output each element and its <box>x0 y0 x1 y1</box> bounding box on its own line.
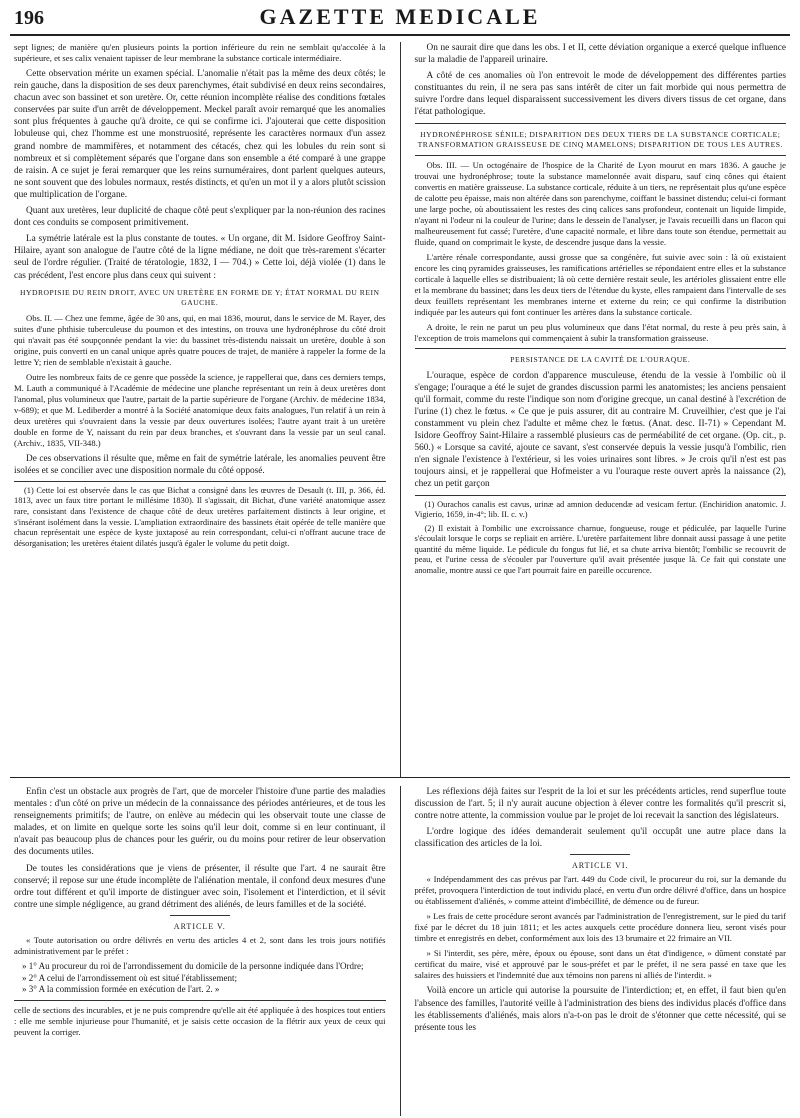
quoted-paragraph: » Les frais de cette procédure seront avancés par l'administration de l'enregistrement, sur le pied du tarif fixé par le décret du 18 juin 1811; et les actes auxquels cette procédure donnera lieu, seront visés pour timbre et enregistrés en debet, conformément aux lois des 13 brumaire et 22 frimaire an VII. <box>414 911 786 944</box>
paragraph: celle de sections des incurables, et je ne puis comprendre qu'elle ait été appliquée à des hospices tout entiers : elle me semble injurieuse pour l'humanité, et je saisis cette occasion de la flétrir aux yeux de ceux qui peuvent la corriger. <box>14 1004 386 1037</box>
paragraph: A droite, le rein ne parut un peu plus volumineux que dans l'état normal, du reste à peu près sain, à l'exception de trois mamelons qui commençaient à subir la transformation graisseuse. <box>414 321 786 343</box>
section-heading: PERSISTANCE DE LA CAVITÉ DE L'OURAQUE. <box>510 354 691 364</box>
section-heading: HYDROPISIE DU REIN DROIT, AVEC UN URETÈRE EN FORME DE Y; ÉTAT NORMAL DU REIN GAUCHE. <box>20 287 380 307</box>
bottom-section <box>10 786 790 1116</box>
paragraph: Les réflexions déjà faites sur l'esprit de la loi et sur les précédents articles, rend superflue toute discussion de l'art. 5; il n'y aurait aucune objection à élever contre les formalités qu'il prescrit si, contre notre attente, la commission voulue par le projet de loi recevait la sanction des législateurs. <box>414 787 786 822</box>
footnote: (1) Cette loi est observée dans le cas que Bichat a consigné dans les œuvres de Desault (t. III, p. 366, éd. 1813, avec un faux titre portant le millésime 1830). Il s'agissait, dit Bichat, d'une variété anatomique assez rare, consistant dans l'existence de chaque côté de deux uretères parfaitement distincts à leur origine, et s'insérant isolément dans la vessie. L'ampliation extraordinaire des bassinets était opérée de telle manière que chacun représentait une espèce de kyste juxtaposé au rein correspondant, celui-ci n'offrant aucune trace de désorganisation; les uretères étaient dilatés jusqu'à égaler le volume du petit doigt. <box>14 485 386 548</box>
bottom-left-column <box>14 786 386 1116</box>
paragraph: Outre les nombreux faits de ce genre que possède la science, je rappellerai que, dans ces derniers temps, M. Lauth a communiqué à l'Académie de médecine une planche représentant un rein à deux uretères dont l'anomal, plus volumineux que l'autre, partait de la partie supérieure de l'organe (Archiv. de médecine 1834, v-689); et que M. Lediberder a montré à la Société anatomique deux faits analogues, l'un relatif à un rein à deux uretères qui s'ouvraient dans la vessie par deux ouvertures isolées; l'autre ayant trait à un uretère double en forme de Y, naissant du rein par deux branches, et s'ouvrant dans la vessie par un seul canal. (Archiv., 1835, VII-348.) <box>14 371 386 448</box>
paragraph: La symétrie latérale est la plus constante de toutes. « Un organe, dit M. Isidore Geoffroy Saint-Hilaire, ayant son analogue de l'autre côté de la ligne médiane, ne doit que très-rarement s'écarter seul de l'ordre régulier. (Traité de tératologie, 1832, I — 704.) » Cette loi, déjà violée (1) dans le cas précédent, l'est encore plus dans ceux qui suivent : <box>14 234 386 281</box>
section-divider <box>415 155 787 156</box>
paragraph: De toutes les considérations que je viens de présenter, il résulte que l'art. 4 ne saurait être conservé; il repose sur une étude incomplète de l'aliénation mentale, il confond deux mesures d'une ordre tout différent et qu'il importe de distinguer avec soin, l'isolement et l'interdiction, et il sévit contre une simple négligence, au grand détriment des aliénés, de leurs familles et de la société. <box>14 863 386 910</box>
top-left-column <box>14 42 386 777</box>
divider <box>570 854 630 855</box>
paragraph: Enfin c'est un obstacle aux progrès de l'art, que de morceler l'histoire d'une partie des maladies mentales : d'un côté on prive un médecin de la connaissance des périodes antérieures, et de tous les renseignements primitifs; de l'autre, on enlève au médecin qui les observait toute une classe de malades, et on limite en quelque sorte les soins qu'il leur doit, comme si en leur continuant, il n'avait pas beaucoup plus de chances pour les guérir, ou du moins pour retirer de leur observation des documents utiles. <box>14 787 386 858</box>
page-number: 196 <box>14 7 44 29</box>
section-divider <box>415 348 787 349</box>
observation-paragraph: Obs. II. — Chez une femme, âgée de 30 ans, qui, en mai 1836, mourut, dans le service de M. Rayer, des suites d'une phthisie tuberculeuse du poumon et des intestins, on trouva une hydronéphrose du côté droit qui n'avait pas été soupçonnée pendant la vie: du bassinet très-distendu naissait un uretère, double à son origine, puis converti en un canal unique après quatre pouces de trajet, de manière à rappeler la forme de la lettre Y; rien de semblable n'existait à gauche. <box>14 312 386 367</box>
footnote: (1) Ourachos canalis est cavus, urinæ ad amnion deducendæ ad vesicam fertur. (Enchiridion anatomic. J. Vigierio, 1659, in-4°; lib. II. c. v.) <box>414 499 786 520</box>
quoted-line: » 2° A celui de l'arrondissement où est situé l'établissement; <box>22 972 238 983</box>
divider <box>14 1000 386 1001</box>
column-divider <box>400 786 401 1116</box>
paragraph: Quant aux uretères, leur duplicité de chaque côté peut s'expliquer par la non-réunion des racines dont ces conduits se composent primitivement. <box>14 206 386 229</box>
bottom-right-column <box>415 786 787 1116</box>
paragraph: A côté de ces anomalies où l'on entrevoit le mode de développement des différentes parties constituantes du rein, il ne sera pas sans intérêt de citer un fait morbide qui nous permettra de suivre l'ordre dans lequel disparaissent successivement les divers divers tissus de cet organe, dans l'état pathologique. <box>414 71 786 118</box>
quoted-line: » 1° Au procureur du roi de l'arrondissement du domicile de la personne indiquée dans l'Ordre; <box>22 960 364 971</box>
paragraph: L'artère rénale correspondante, aussi grosse que sa congénère, fut suivie avec soin : là où existaient encore les cinq pyramides graisseuses, les ramifications artérielles se répondaient entre elles et la substance corticale à laquelle elles se distribuaient; là où cette dernière restait seule, les artérioles glissaient entre elle et la membrane du bassinet; dans les deux tiers de l'étendue du kyste, elles rampaient dans l'intervalle de ses deux feuillets représentant les membranes interne et externe du rein; ce qui confirme la distribution indiquée par les auteurs qui font continuer les artères dans la substance corticale. <box>414 251 786 317</box>
paragraph: De ces observations il résulte que, même en fait de symétrie latérale, les anomalies peuvent être isolées et se concilier avec une disposition normale du côté opposé. <box>14 453 386 476</box>
quoted-paragraph: » Si l'interdit, ses père, mère, époux ou épouse, sont dans un état d'indigence, » dûment constaté par certificat du maire, visé et approuvé par le sous-préfet et par le préfet, il ne sera passé en taxe que les salaires des huissiers et l'indemnité due aux témoins non parens ni alliés de l'interdit. » <box>414 948 786 981</box>
top-right-column <box>415 42 787 777</box>
column-divider <box>400 42 401 777</box>
article-title: ARTICLE VI. <box>571 861 629 871</box>
divider <box>170 915 230 916</box>
paragraph: On ne saurait dire que dans les obs. I et II, cette déviation organique a exercé quelque influence sur la maladie de l'appareil urinaire. <box>414 43 786 66</box>
quoted-paragraph: « Indépendamment des cas prévus par l'art. 449 du Code civil, le procureur du roi, sur la demande du préfet, provoquera l'interdiction de tout individu placé, en vertu d'un ordre délivré d'office, dans un hospice ou établissement d'aliénés, » comme atteint d'imbécillité, de démence ou de fureur. <box>414 874 786 907</box>
quoted-paragraph: « Toute autorisation ou ordre délivrés en vertu des articles 4 et 2, sont dans les trois jours notifiés administrativement par le préfet : <box>14 934 386 956</box>
article-title: ARTICLE V. <box>173 921 226 931</box>
paragraph: Cette observation mérite un examen spécial. L'anomalie n'était pas la même des deux côtés; le rein gauche, dans la disposition de ses deux parenchymes, était subdivisé en deux reins secondaires, chacun avec son bassinet et son uretère. Or, cette réunion incomplète réalise des conditions fœtales conservées par suite d'un arrêt de développement. Meckel paraît avoir remarqué que les anomalies sont plus fréquentes à gauche qu'à droite, ce qui se confirme ici. J'ajouterai que cette disposition lobuleuse qui, chez l'homme est une monstruosité, représente les caractères normaux d'un assez grand nombre de mammifères, et notamment des cétacés, chez qui les lobules du rein sont si nombreux et si complètement séparés que l'organe dans son ensemble a été comparé à une grappe de raisin. A ce sujet je ferai remarquer que les reins surnuméraires, dont parlent quelques auteurs, ne sont souvent que des lobules normaux, restés distincts, et qu'en un mot il y a alors plutôt scission que multiplication de l'organe. <box>14 69 386 200</box>
quoted-line: » 3° A la commission formée en exécution de l'art. 2. » <box>22 984 220 995</box>
footnote-divider <box>415 495 787 496</box>
paragraph: L'ouraque, espèce de cordon d'apparence musculeuse, étendu de la vessie à l'ombilic où il s'engage; l'ouraque a été le sujet de grandes discussion parmi les anatomistes; les anciens pensaient qu'il formait, comme du reste l'indique son nom d'origine grecque, un canal destiné à l'excrétion de l'urine (1) chez le fœtus. « Ce que je puis assurer, dit au contraire M. Cruveilhier, c'est que je l'ai constamment vu plein chez l'adulte et même chez le fœtus. (Anat. desc. II-71) » Cependant M. Isidore Geoffroy Saint-Hilaire a rassemblé plusieurs cas de perméabilité de cet organe. (Op. cit., p. 560.) « Lorsque sa cavité, ajoute ce savant, s'est conservée depuis la vessie jusqu'à l'ombilic, rien n'en signale l'existence à l'extérieur, si les voies urinaires sont libres. » Je crois qu'il n'est est pas toujours ainsi, et je rappellerai que Hofmeister a vu l'ouraque reste ouvert après la naissance (2), chez un petit garçon <box>414 370 786 490</box>
paragraph: sept lignes; de manière qu'en plusieurs points la portion inférieure du rein ne semblait qu'accolée à la supérieure, et ses calix venaient tapisser de leur membrane la substance corticale intermédiaire. <box>14 42 386 63</box>
footnote: (2) Il existait à l'ombilic une excroissance charnue, fongueuse, rouge et pédiculée, par laquelle l'urine s'écoulait lorsque le corps se repliait en arrière. L'uretère parfaitement libre donnait aussi passage à une petite quantité du même liquide. Le pédicule du fongus fut lié, et sa chute arriva bientôt; l'ombilic se recouvrit de peau, et l'urine cessa de s'écouler par l'ouverture qu'il avait présentée jusque là. Ce fait qui constate une anomalie, montre aussi ce que l'art pourrait faire en pareille occurence. <box>414 523 786 576</box>
journal-title: GAZETTE MEDICALE <box>259 4 541 29</box>
paragraph: L'ordre logique des idées demanderait seulement qu'il occupât une autre place dans la classification des articles de la loi. <box>414 827 786 850</box>
section-divider <box>415 123 787 124</box>
paragraph: Voilà encore un article qui autorise la poursuite de l'interdiction; et, en effet, il faut bien qu'en l'absence des familles, l'autorité veille à l'administration des biens des individus placés d'office dans les établissements d'aliénés, mais alors n'a-t-on pas le droit de s'étonner que cette nécessité, qui se présente tous les <box>414 986 786 1033</box>
top-section <box>10 42 790 778</box>
masthead <box>10 4 790 36</box>
section-heading: HYDRONÉPHROSE SÉNILE; DISPARITION DES DEUX TIERS DE LA SUBSTANCE CORTICALE; TRANSFORMATION GRAISSEUSE DE CINQ MAMELONS; DISPARITION DE TOUS LES AUTRES. <box>417 129 783 149</box>
page <box>10 0 790 1110</box>
observation-paragraph: Obs. III. — Un octogénaire de l'hospice de la Charité de Lyon mourut en mars 1836. A gauche je trouvai une hydronéphrose; toute la substance mamelonnée avait disparu, sauf cinq cônes qui étaient convertis en matière graisseuse. La substance corticale, réduite à un tiers, ne représentait plus qu'une espèce de calotte peu épaisse, mais non altérée dans son parenchyme, coiffant le bassinet distendu; celui-ci formant une large poche, où aboutissaient les restes des cinq calices sans profondeur, contenait un liquide limpide, n'ayant ni l'odeur ni la couleur de l'urine; dans le dessein de l'analyser, je l'avais recueilli dans un flacon qui malheureusement fut cassé; l'uretère, d'une capacité normale, et libre dans toute son étendue, permettait au fluide, quand on comprimait le kyste, de descendre jusque dans la vessie. <box>414 159 786 247</box>
footnote-divider <box>14 481 386 482</box>
